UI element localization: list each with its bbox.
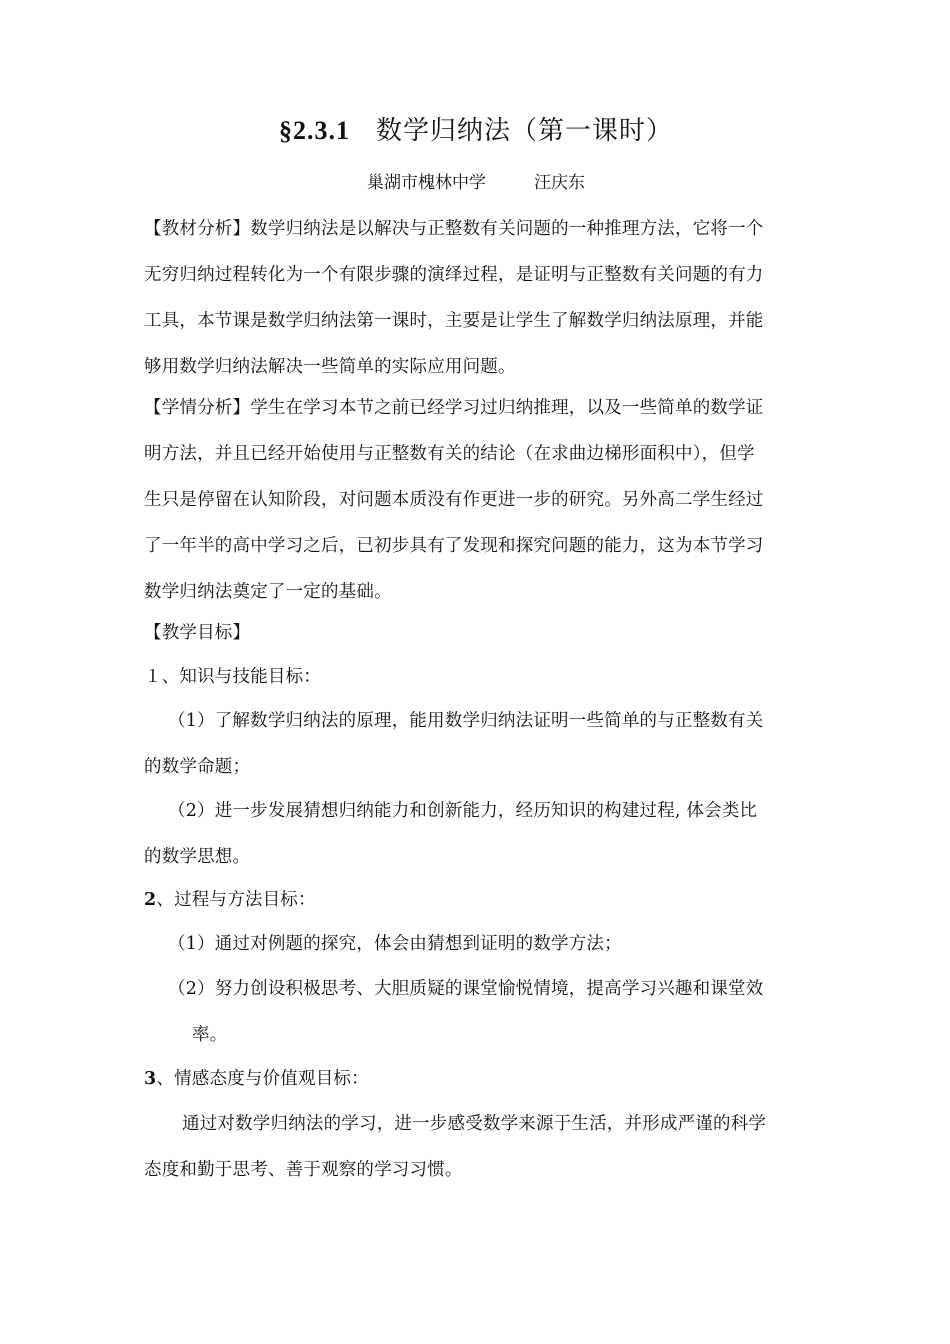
author-line xyxy=(144,170,808,196)
goal-heading: 、过程与方法目标： xyxy=(156,890,316,910)
goal-item-line: 率。 xyxy=(192,1025,228,1045)
goal-item-line: （2）进一步发展猜想归纳能力和创新能力，经历知识的构建过程, 体会类比 xyxy=(168,801,758,821)
section-number: §2.3.1 xyxy=(278,116,350,145)
paragraph-line: 工具，本节课是数学归纳法第一课时，主要是让学生了解数学归纳法原理，并能 xyxy=(144,311,764,331)
goal3-paragraph xyxy=(144,1101,808,1193)
title-text: 数学归纳法（第一课时） xyxy=(375,116,673,146)
paragraph-line: 明方法，并且已经开始使用与正整数有关的结论（在求曲边梯形面积中），但学 xyxy=(144,444,755,464)
goal3-heading xyxy=(144,1056,808,1102)
goal-heading: 、情感态度与价值观目标： xyxy=(156,1069,369,1089)
goal-item-line: （2）努力创设积极思考、大胆质疑的课堂愉悦情境，提高学习兴趣和课堂效 xyxy=(168,979,764,999)
goal-item-line: （1）通过对例题的探究，体会由猜想到证明的数学方法； xyxy=(168,934,622,954)
goal-item-line: （1）了解数学归纳法的原理，能用数学归纳法证明一些简单的与正整数有关 xyxy=(168,711,764,731)
goal2-heading xyxy=(144,877,808,923)
student-analysis-label: 【学情分析】 xyxy=(144,398,251,418)
goal2-item2 xyxy=(144,966,808,1058)
paragraph-line: 生只是停留在认知阶段，对问题本质没有作更进一步的研究。另外高二学生经过 xyxy=(144,490,764,510)
section-label: 【教学目标】 xyxy=(144,623,251,643)
document-title xyxy=(144,112,808,150)
goal1-item1 xyxy=(144,698,808,790)
goal1-heading xyxy=(144,654,808,700)
goal-heading: １、知识与技能目标： xyxy=(144,667,321,687)
paragraph-line: 无穷归纳过程转化为一个有限步骤的演绎过程，是证明与正整数有关问题的有力 xyxy=(144,265,764,285)
paragraph-line: 数学归纳法奠定了一定的基础。 xyxy=(144,582,392,602)
goal-number: 3 xyxy=(144,1069,157,1089)
goal-number: 2 xyxy=(144,890,157,910)
material-analysis-label: 【教材分析】 xyxy=(144,219,251,239)
school-name: 巢湖市槐林中学 xyxy=(367,173,486,193)
paragraph-line: 数学归纳法是以解决与正整数有关问题的一种推理方法，它将一个 xyxy=(250,219,764,239)
teaching-goals-label xyxy=(144,610,808,656)
paragraph-line: 通过对数学归纳法的学习，进一步感受数学来源于生活，并形成严谨的科学 xyxy=(182,1114,767,1134)
goal2-item1 xyxy=(144,921,808,967)
author-name: 汪庆东 xyxy=(534,173,585,193)
student-analysis-paragraph xyxy=(144,385,808,615)
material-analysis-paragraph xyxy=(144,206,808,390)
goal-item-line: 的数学命题； xyxy=(144,757,251,777)
paragraph-line: 学生在学习本节之前已经学习过归纳推理，以及一些简单的数学证 xyxy=(250,398,764,418)
paragraph-line: 够用数学归纳法解决一些简单的实际应用问题。 xyxy=(144,357,516,377)
paragraph-line: 态度和勤于思考、善于观察的学习习惯。 xyxy=(144,1160,463,1180)
goal1-item2 xyxy=(144,788,808,880)
paragraph-line: 了一年半的高中学习之后，已初步具有了发现和探究问题的能力，这为本节学习 xyxy=(144,536,764,556)
goal-item-line: 的数学思想。 xyxy=(144,847,251,867)
